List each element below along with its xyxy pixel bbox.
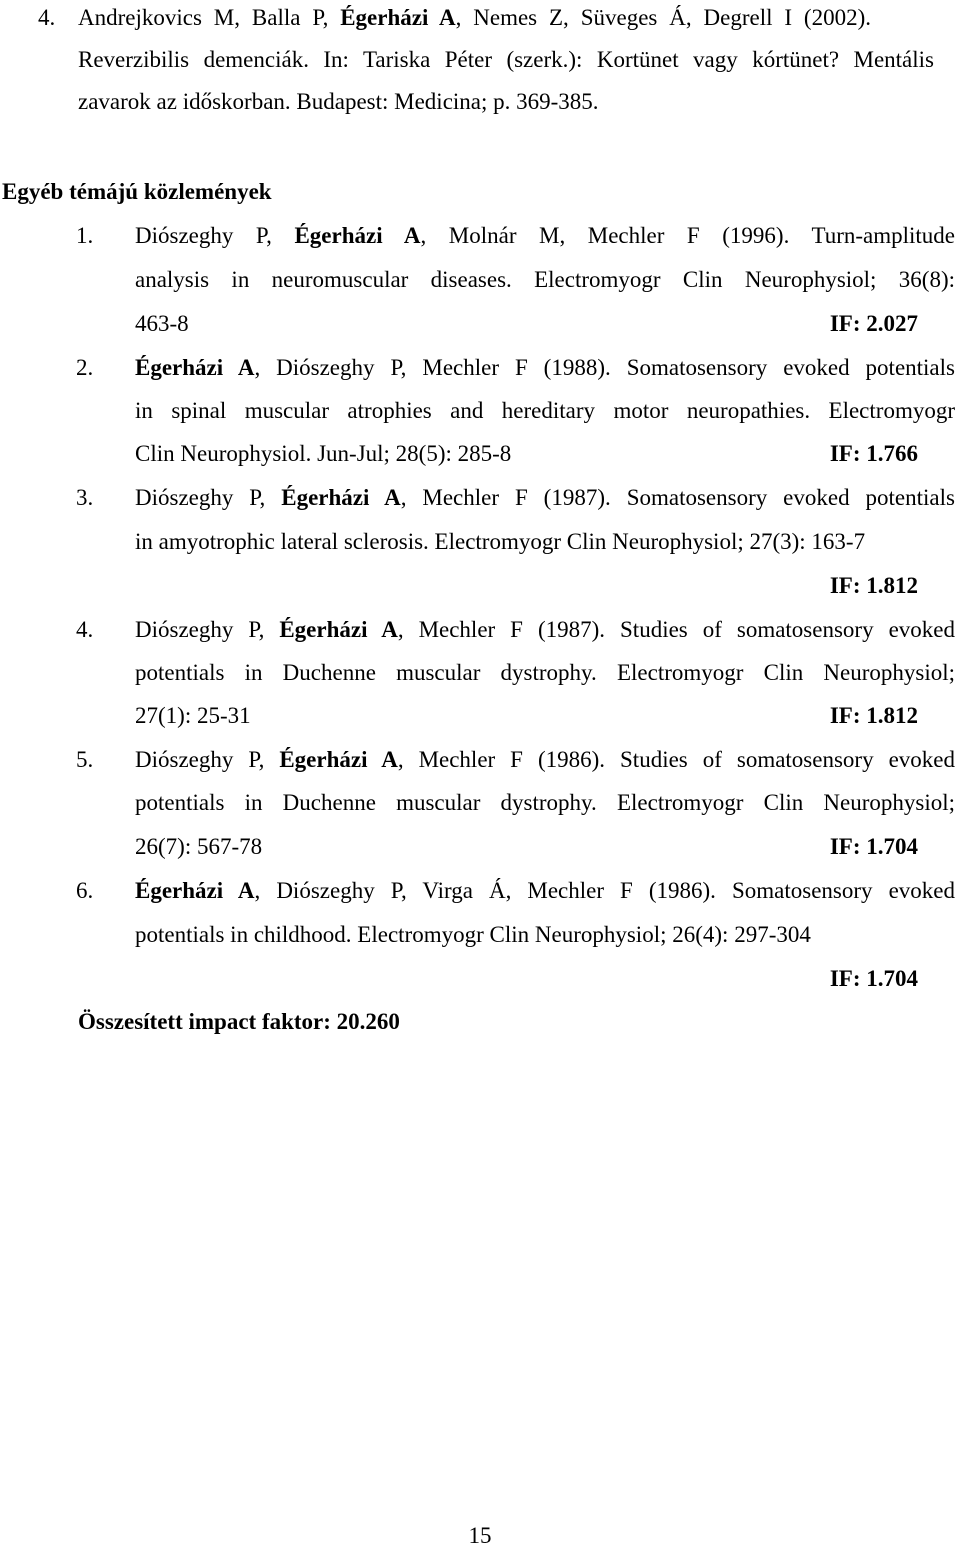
reference-line: Andrejkovics M, Balla P, Égerházi A, Nemes Z, Süveges Á, Degrell I (2002). xyxy=(78,5,871,30)
reference-line: 463-8 xyxy=(135,311,189,336)
list-number: 1. xyxy=(76,223,94,248)
highlighted-author: Égerházi A xyxy=(279,617,398,642)
reference-line: analysis in neuromuscular diseases. Electromyogr Clin Neurophysiol; 36(8): xyxy=(135,267,955,292)
highlighted-author: Égerházi A xyxy=(279,747,398,772)
list-number: 4. xyxy=(76,617,94,642)
reference-line: Diószeghy P, Égerházi A, Molnár M, Mechler F (1996). Turn-amplitude xyxy=(135,223,955,248)
reference-line: potentials in childhood. Electromyogr Clin Neurophysiol; 26(4): 297-304 xyxy=(135,922,811,947)
reference-line: zavarok az időskorban. Budapest: Medicina; p. 369-385. xyxy=(78,89,599,114)
list-number: 3. xyxy=(76,485,94,510)
reference-line: potentials in Duchenne muscular dystrophy. Electromyogr Clin Neurophysiol; xyxy=(135,660,955,685)
impact-factor: IF: 1.704 xyxy=(829,834,918,859)
reference-line: Diószeghy P, Égerházi A, Mechler F (1987). Studies of somatosensory evoked xyxy=(135,617,955,642)
impact-factor: IF: 2.027 xyxy=(829,311,918,336)
reference-line: Diószeghy P, Égerházi A, Mechler F (1987). Somatosensory evoked potentials xyxy=(135,485,955,510)
reference-line: in spinal muscular atrophies and hereditary motor neuropathies. Electromyogr xyxy=(135,398,955,423)
reference-line: in amyotrophic lateral sclerosis. Electromyogr Clin Neurophysiol; 27(3): 163-7 xyxy=(135,529,866,554)
section-heading: Egyéb témájú közlemények xyxy=(2,179,272,204)
reference-line: Égerházi A, Diószeghy P, Mechler F (1988). Somatosensory evoked potentials xyxy=(135,355,955,380)
impact-factor: IF: 1.704 xyxy=(829,966,918,991)
impact-factor: IF: 1.766 xyxy=(829,441,918,466)
highlighted-author: Égerházi A xyxy=(340,5,456,30)
impact-factor: IF: 1.812 xyxy=(829,573,918,598)
reference-line: Reverzibilis demenciák. In: Tariska Péter (szerk.): Kortünet vagy kórtünet? Mentális xyxy=(78,47,934,72)
reference-line: Égerházi A, Diószeghy P, Virga Á, Mechler F (1986). Somatosensory evoked xyxy=(135,878,955,903)
reference-line: 27(1): 25-31 xyxy=(135,703,251,728)
highlighted-author: Égerházi A xyxy=(135,878,255,903)
highlighted-author: Égerházi A xyxy=(281,485,401,510)
reference-line: Diószeghy P, Égerházi A, Mechler F (1986). Studies of somatosensory evoked xyxy=(135,747,955,772)
highlighted-author: Égerházi A xyxy=(294,223,421,248)
list-number: 4. xyxy=(38,5,56,30)
reference-line: 26(7): 567-78 xyxy=(135,834,263,859)
reference-line: Clin Neurophysiol. Jun-Jul; 28(5): 285-8 xyxy=(135,441,512,466)
reference-line: potentials in Duchenne muscular dystrophy. Electromyogr Clin Neurophysiol; xyxy=(135,790,955,815)
list-number: 6. xyxy=(76,878,94,903)
page-number: 15 xyxy=(468,1523,492,1548)
highlighted-author: Égerházi A xyxy=(135,355,255,380)
impact-factor-total: Összesített impact faktor: 20.260 xyxy=(78,1009,400,1034)
list-number: 5. xyxy=(76,747,94,772)
impact-factor: IF: 1.812 xyxy=(829,703,918,728)
list-number: 2. xyxy=(76,355,94,380)
